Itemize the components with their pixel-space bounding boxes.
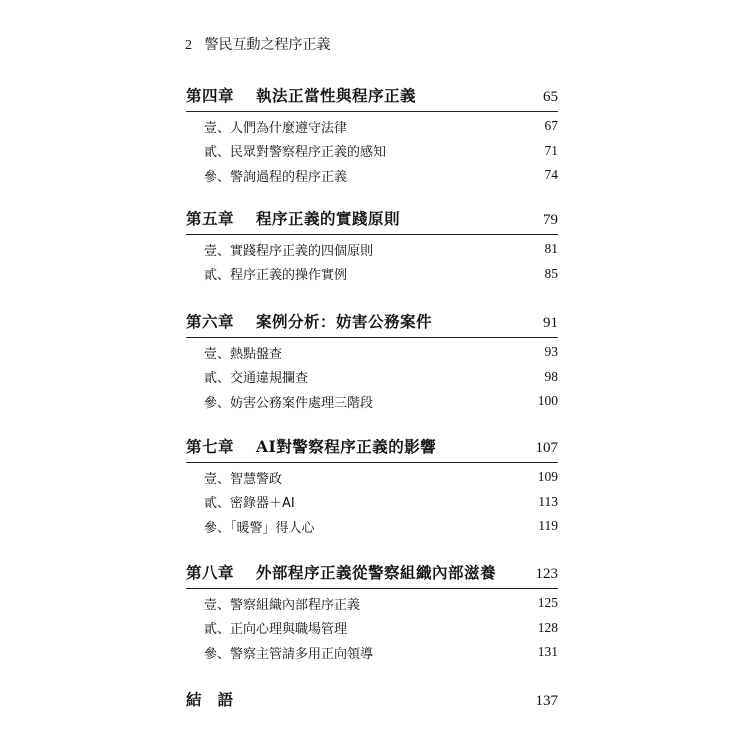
header-page-number: 2	[185, 38, 192, 53]
chapter-title	[186, 207, 400, 229]
section-item[interactable]	[204, 465, 558, 490]
section-item[interactable]	[204, 262, 558, 287]
section-page: 131	[537, 644, 558, 660]
section-page: 128	[537, 619, 558, 635]
section-list	[204, 237, 558, 286]
section-label: 貳、密錄器＋AI	[204, 496, 295, 512]
section-page: 109	[537, 469, 558, 485]
chapter-heading[interactable]	[186, 207, 558, 235]
section-item[interactable]	[204, 591, 558, 616]
section-item[interactable]	[204, 389, 558, 414]
section-page: 125	[537, 595, 558, 611]
section-item[interactable]	[204, 616, 558, 641]
section-label: 參、妨害公務案件處理三階段	[204, 395, 374, 411]
section-label: 壹、智慧警政	[204, 471, 283, 487]
chapter-page: 79	[543, 212, 558, 228]
section-label: 貳、正向心理與職場管理	[204, 622, 348, 638]
chapter-title-text: 外部程序正義從警察組織內部滋養	[256, 563, 497, 582]
section-item[interactable]	[204, 514, 558, 539]
section-label: 參、「暖警」得人心	[204, 520, 315, 536]
section-page: 113	[538, 493, 558, 509]
section-page: 85	[544, 265, 558, 281]
conclusion-heading[interactable]	[186, 688, 558, 710]
chapter-number: 第四章	[186, 86, 235, 105]
chapter-heading[interactable]	[186, 310, 558, 338]
chapter-number: 第五章	[186, 209, 235, 228]
section-label: 壹、警察組織內部程序正義	[204, 597, 361, 613]
section-page: 81	[544, 241, 558, 257]
section-item[interactable]	[204, 365, 558, 390]
section-label: 參、警察主管請多用正向領導	[204, 646, 374, 662]
section-label: 貳、民眾對警察程序正義的感知	[204, 145, 387, 161]
chapter-number: 第六章	[186, 312, 235, 331]
chapter-heading[interactable]	[186, 435, 558, 463]
chapter-title-text: 執法正當性與程序正義	[256, 86, 417, 105]
section-item[interactable]	[204, 163, 558, 188]
header-book-title: 警民互動之程序正義	[204, 37, 331, 53]
section-page: 119	[538, 518, 558, 534]
chapter-page: 123	[535, 566, 558, 582]
chapter-page: 91	[543, 315, 558, 331]
section-label: 壹、人們為什麼遵守法律	[204, 120, 348, 136]
chapter-heading[interactable]	[186, 84, 558, 112]
chapter-heading[interactable]	[186, 561, 558, 589]
conclusion-title: 結語	[186, 690, 250, 709]
chapter-page: 65	[543, 89, 558, 105]
chapter-number: 第七章	[186, 437, 235, 456]
chapter-title	[186, 84, 416, 106]
section-list	[204, 340, 558, 414]
section-page: 100	[537, 393, 558, 409]
chapter-title-text: AI對警察程序正義的影響	[256, 437, 437, 456]
section-page: 67	[544, 118, 558, 134]
section-page: 98	[544, 368, 558, 384]
chapter-title	[186, 310, 432, 332]
section-page: 93	[544, 344, 558, 360]
section-item[interactable]	[204, 139, 558, 164]
section-label: 壹、實踐程序正義的四個原則	[204, 243, 374, 259]
section-label: 參、警詢過程的程序正義	[204, 169, 348, 185]
running-header	[185, 36, 330, 55]
chapter-number: 第八章	[186, 563, 235, 582]
section-item[interactable]	[204, 237, 558, 262]
section-label: 貳、交通違規攔查	[204, 371, 309, 387]
section-item[interactable]	[204, 340, 558, 365]
section-item[interactable]	[204, 640, 558, 665]
section-item[interactable]	[204, 490, 558, 515]
chapter-page: 107	[535, 440, 558, 456]
section-list	[204, 591, 558, 665]
section-page: 74	[544, 167, 558, 183]
section-label: 貳、程序正義的操作實例	[204, 268, 348, 284]
chapter-title-text: 程序正義的實踐原則	[256, 209, 401, 228]
section-page: 71	[544, 142, 558, 158]
chapter-title-text: 案例分析：妨害公務案件	[256, 312, 433, 331]
section-list	[204, 114, 558, 188]
chapter-title	[186, 561, 496, 583]
section-item[interactable]	[204, 114, 558, 139]
section-label: 壹、熱點盤查	[204, 346, 283, 362]
conclusion-page: 137	[535, 693, 558, 709]
chapter-title	[186, 435, 436, 457]
section-list	[204, 465, 558, 539]
